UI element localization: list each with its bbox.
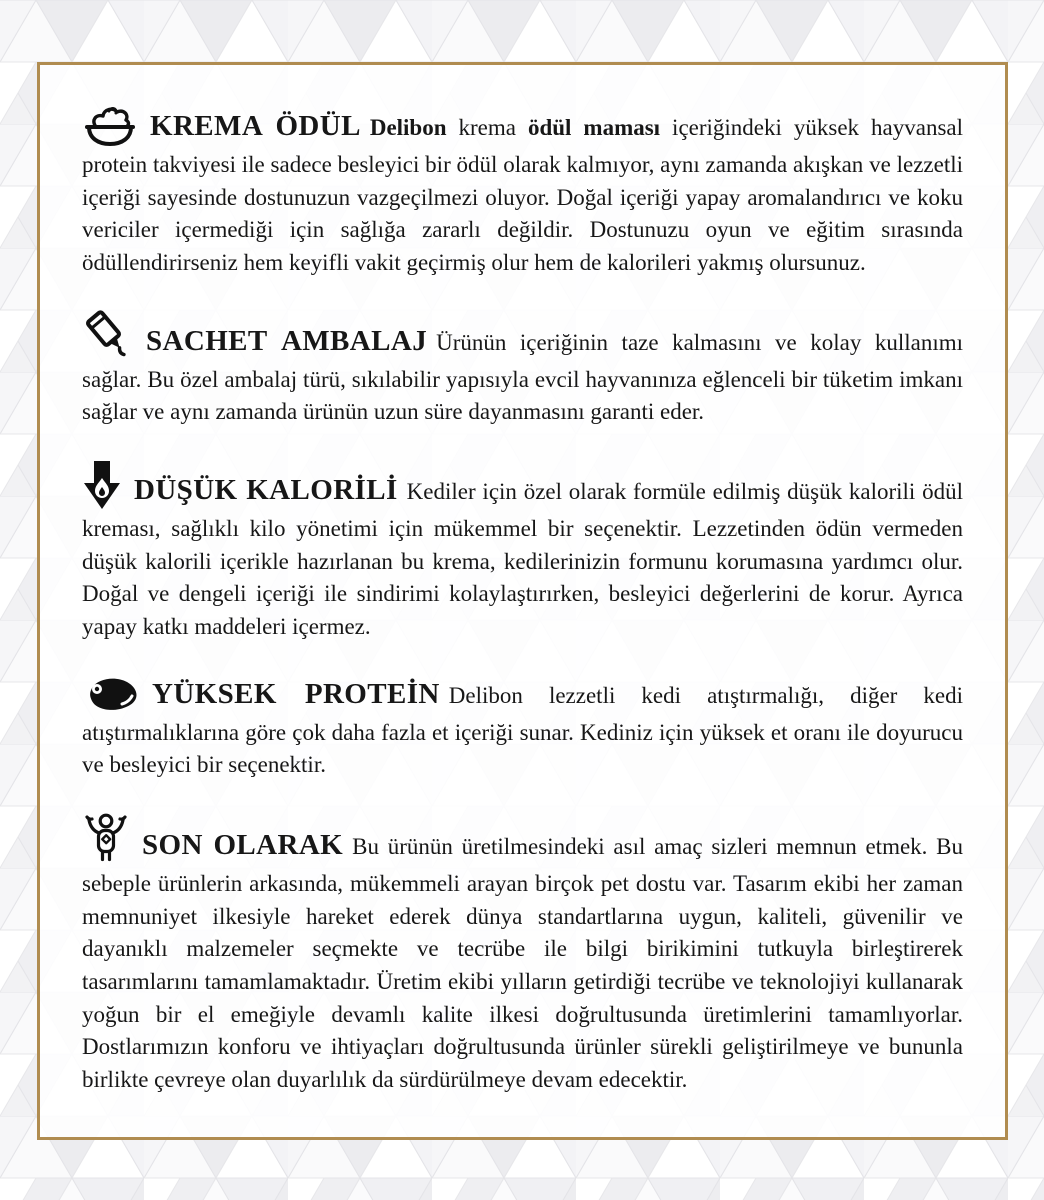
calorie-down-icon xyxy=(82,459,122,513)
section-son-olarak xyxy=(82,812,963,1097)
section-text: krema xyxy=(446,115,528,140)
cream-bowl-icon xyxy=(82,99,138,149)
section-heading: YÜKSEK PROTEİN xyxy=(152,677,440,710)
section-text: Bu ürünün üretilmesindeki asıl amaç sizleri memnun etmek. Bu sebeple ürünlerin arkasında, mükemmeli arayan birçok pet dostu var. Tasarım ekibi her zaman memnuniyet ilkesiyle hareket ederek dünya standartlarına uygun, kaliteli, güvenilir ve dayanıklı malzemeler seçmekte ve tecrübe ile bilgi birikimini tutkuyla birleştirerek tasarımlarını tamamlamaktadır. Üretim ekibi yılların getirdiği tecrübe ve teknolojiyi kullanarak yoğun bir el emeğiyle devamlı kalite ilkesi doğrultusunda üretimlerini tamamlıyorlar. Dostlarımızın konforu ve ihtiyaçları doğrultusunda ürünler sürekli geliştirilmeye ve bununla birlikte çevreye olan duyarlılık da sürdürülmeye devam edecektir. xyxy=(82,833,963,1092)
section-text-bold: ödül maması xyxy=(527,115,661,140)
section-heading: KREMA ÖDÜL xyxy=(150,110,361,142)
section-text-bold: Delibon xyxy=(369,115,447,140)
section-heading: DÜŞÜK KALORİLİ xyxy=(134,473,398,506)
section-text: Delibon lezzetli kedi atıştırmalığı, diğer kedi atıştırmalıklarına göre çok daha fazla et içeriği sunar. Kediniz için yüksek et oranı ile doyurucu ve besleyici bir seçenektir. xyxy=(82,682,963,778)
section-text: Kediler için özel olarak formüle edilmiş düşük kalorili ödül kreması, sağlıklı kilo yönetimi için mükemmel bir seçenektir. Lezzetinden ödün vermeden düşük kalorili içerikle hazırlanan bu krema, kedilerinizin formunu korumasına yardımcı olur. Doğal ve dengeli içeriği ile sindirimi kolaylaştırırken, besleyici değerlerini de korur. Ayrıca yapay katkı maddeleri içermez. xyxy=(82,478,964,639)
section-text: içeriğindeki yüksek hayvansal protein takviyesi ile sadece besleyici bir ödül olarak kalmıyor, aynı zamanda akışkan ve lezzetli içeriği sayesinde dostunuzun vazgeçilmezi oluyor. Doğal içeriği yapay aromalandırıcı ve koku vericiler içermediği için sağlığa zararlı değildir. Dostunuzu oyun ve eğitim sırasında ödüllendirirseniz hem keyifli vakit geçirmiş olur hem de kalorileri yakmış olursunuz. xyxy=(82,115,963,275)
content-card xyxy=(37,62,1008,1140)
section-sachet-ambalaj xyxy=(82,310,963,429)
section-heading: SACHET AMBALAJ xyxy=(146,324,428,357)
sachet-icon xyxy=(82,310,134,364)
section-heading: SON OLARAK xyxy=(142,828,344,861)
section-krema-odul xyxy=(82,99,963,280)
meat-steak-icon xyxy=(82,675,140,717)
cheering-person-icon xyxy=(82,812,130,868)
section-yuksek-protein xyxy=(82,674,963,782)
section-text: Ürünün içeriğinin taze kalmasını ve kolay kullanımı sağlar. Bu özel ambalaj türü, sıkılabilir yapısıyla evcil hayvanınıza eğlenceli bir tüketim imkanı sağlar ve aynı zamanda ürünün uzun süre dayanmasını garanti eder. xyxy=(82,329,963,425)
section-dusuk-kalorili xyxy=(82,459,963,644)
